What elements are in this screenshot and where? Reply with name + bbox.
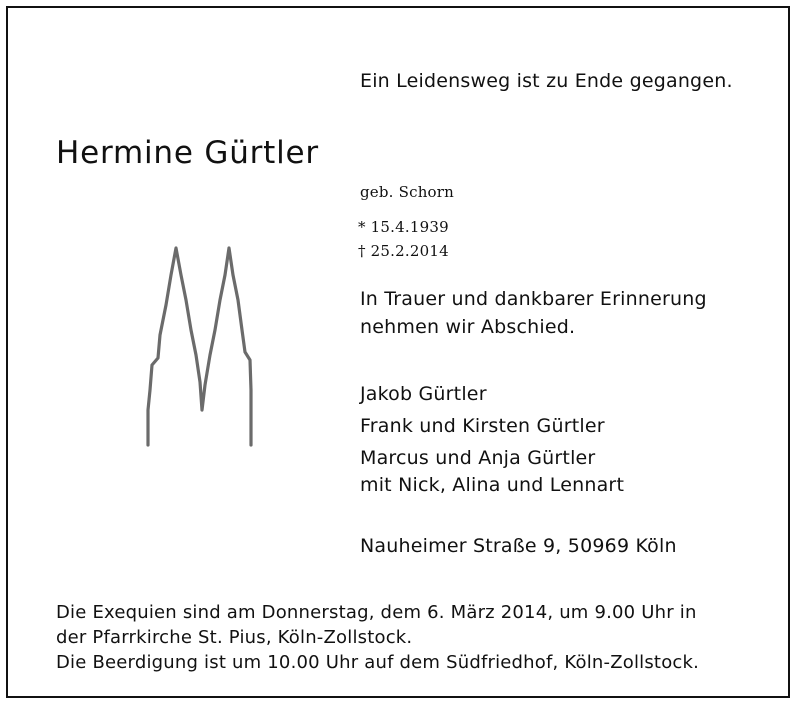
deceased-name: Hermine Gürtler	[56, 135, 319, 171]
family-member: Jakob Gürtler	[360, 383, 487, 405]
notice-border	[6, 6, 790, 698]
family-member: Marcus und Anja Gürtler	[360, 447, 596, 469]
birth-date: * 15.4.1939	[358, 218, 449, 236]
family-member: Frank und Kirsten Gürtler	[360, 415, 605, 437]
family-member: mit Nick, Alina und Lennart	[360, 474, 625, 496]
service-info-line-2: der Pfarrkirche St. Pius, Köln-Zollstock.	[56, 627, 413, 648]
service-info-line-1: Die Exequien sind am Donnerstag, dem 6. März 2014, um 9.00 Uhr in	[56, 602, 697, 623]
cathedral-outline	[148, 248, 251, 445]
burial-info-line: Die Beerdigung ist um 10.00 Uhr auf dem Südfriedhof, Köln-Zollstock.	[56, 652, 700, 673]
death-date: † 25.2.2014	[358, 242, 449, 260]
mourning-text-line-1: In Trauer und dankbarer Erinnerung	[360, 288, 707, 310]
address: Nauheimer Straße 9, 50969 Köln	[360, 535, 677, 557]
mourning-text-line-2: nehmen wir Abschied.	[360, 316, 576, 338]
maiden-name: geb. Schorn	[360, 183, 455, 201]
cathedral-spires-icon	[138, 240, 260, 450]
motto: Ein Leidensweg ist zu Ende gegangen.	[360, 70, 733, 92]
